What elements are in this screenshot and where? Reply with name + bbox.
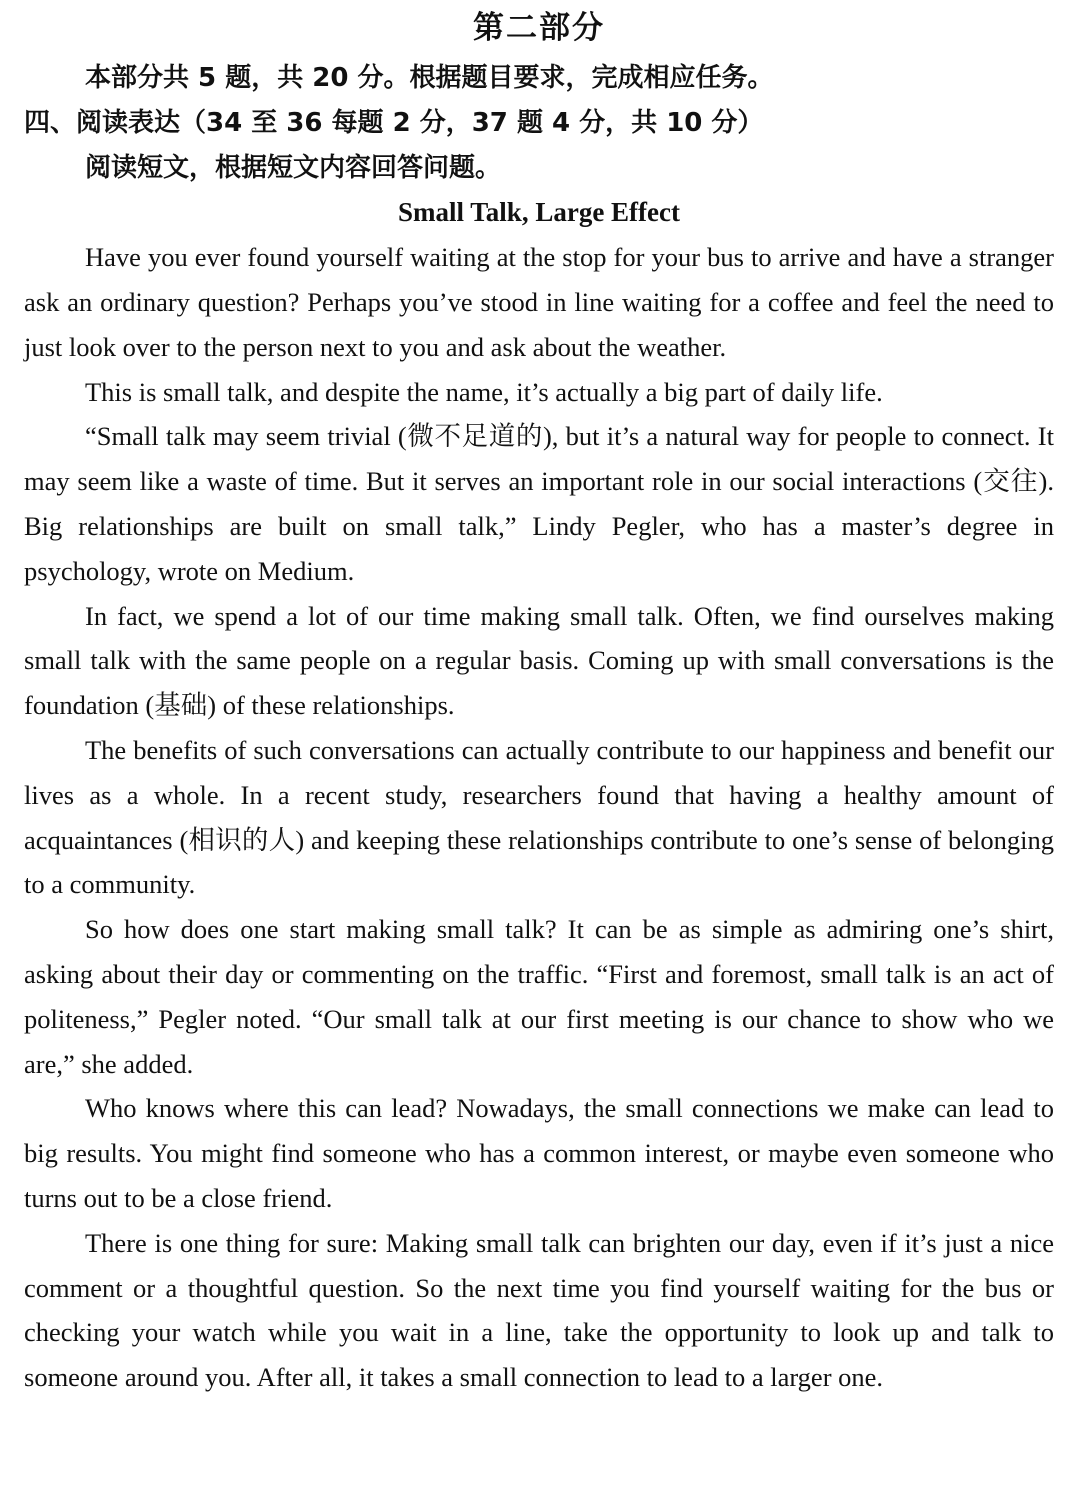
article-paragraph-6: So how does one start making small talk? It can be as simple as admiring one’s shirt, asking about their day or commenting on the traffic. “First and foremost, small talk is an act of politeness,” Pegler noted. “Our small talk at our first meeting is our chance to show who we are,” she added. <box>24 914 1054 1079</box>
reading-instructions: 阅读短文，根据短文内容回答问题。 <box>85 152 502 183</box>
article-paragraph-1: Have you ever found yourself waiting at the stop for your bus to arrive and have a stranger ask an ordinary question? Perhaps you’ve stood in line waiting for a coffee and feel the need to just look over to the person next to you and ask about the weather. <box>24 242 1054 362</box>
article-paragraph-2: This is small talk, and despite the name, it’s actually a big part of daily life. <box>85 376 883 407</box>
article-title: Small Talk, Large Effect <box>398 197 680 228</box>
article-paragraph-4: In fact, we spend a lot of our time making small talk. Often, we find ourselves making small talk with the same people on a regular basis. Coming up with small conversations is the foundation (基础) of these relationships. <box>24 600 1054 721</box>
article-paragraph-5: The benefits of such conversations can actually contribute to our happiness and benefit our lives as a whole. In a recent study, researchers found that having a healthy amount of acquaintances (相识的人) and keeping these relationships contribute to one’s sense of belonging to a community. <box>24 734 1054 900</box>
article-paragraph-8: There is one thing for sure: Making small talk can brighten our day, even if it’s just a nice comment or a thoughtful question. So the next time you find yourself waiting for the bus or checking your watch while you wait in a line, take the opportunity to look up and talk to someone around you. After all, it takes a small connection to lead to a larger one. <box>24 1227 1054 1393</box>
article-body <box>24 235 1054 1400</box>
question-heading: 四、阅读表达（34 至 36 每题 2 分，37 题 4 分，共 10 分） <box>24 107 764 138</box>
section-title: 第二部分 <box>473 10 605 46</box>
article-paragraph-3: “Small talk may seem trivial (微不足道的), but it’s a natural way for people to connect. It may seem like a waste of time. But it serves an important role in our social interactions (交往). Big relationships are built on small talk,” Lindy Pegler, who has a master’s degree in psychology, wrote on Medium. <box>24 421 1054 586</box>
article-paragraph-7: Who knows where this can lead? Nowadays, the small connections we make can lead to big results. You might find someone who has a common interest, or maybe even someone who turns out to be a close friend. <box>24 1093 1054 1213</box>
section-instructions: 本部分共 5 题，共 20 分。根据题目要求，完成相应任务。 <box>85 63 774 93</box>
exam-page <box>24 0 1054 1400</box>
